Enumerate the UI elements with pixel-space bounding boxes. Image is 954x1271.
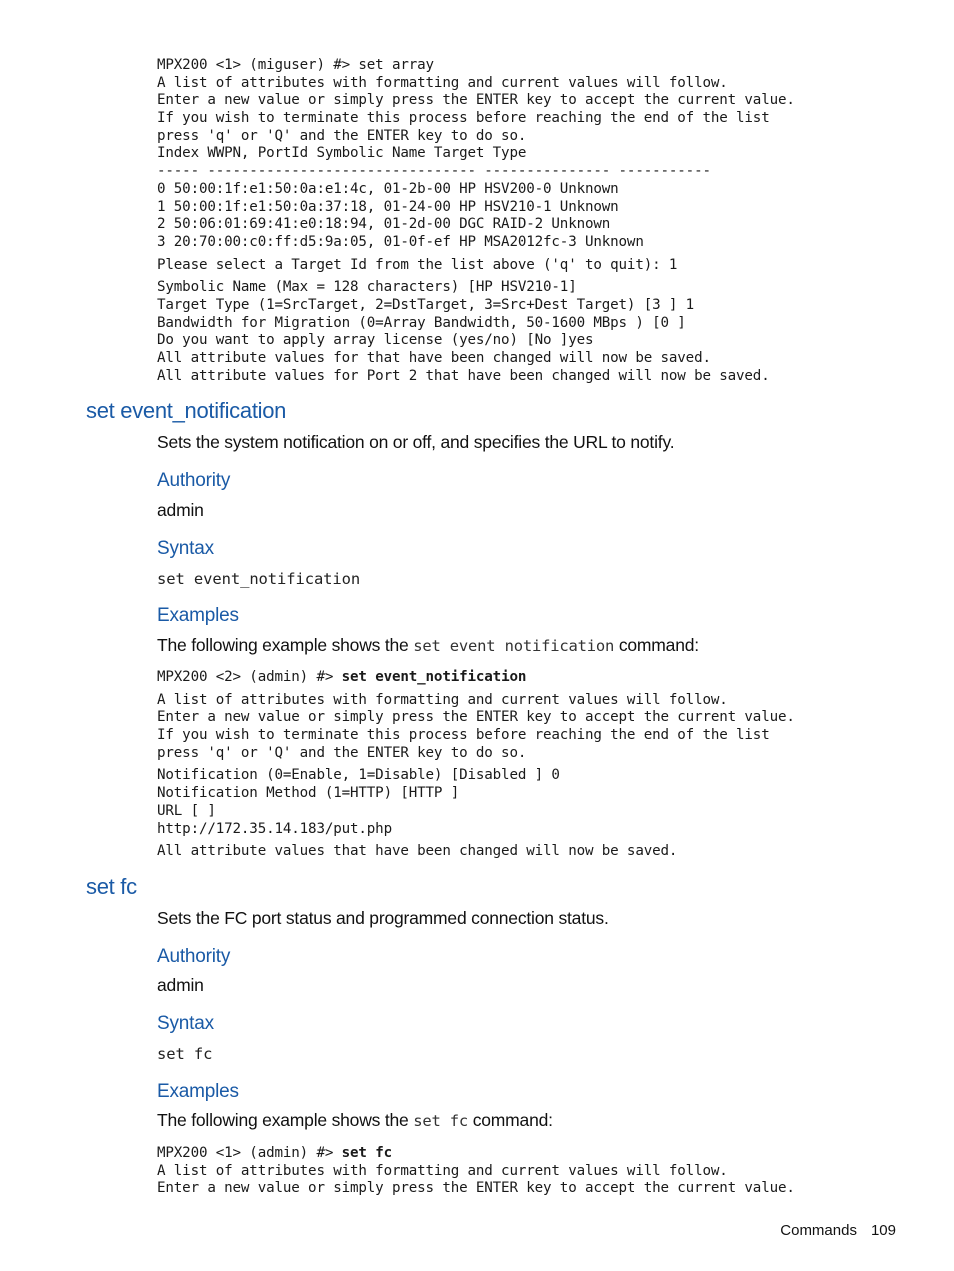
example-intro	[157, 1110, 553, 1131]
code-line: press 'q' or 'Q' and the ENTER key to do so.	[157, 127, 527, 144]
code-line: Bandwidth for Migration (0=Array Bandwidth, 50-1600 MBps ) [0 ]	[157, 314, 686, 331]
example-intro-text: command:	[468, 1110, 553, 1130]
authority-heading: Authority	[157, 470, 231, 491]
syntax-value: set fc	[157, 1045, 213, 1063]
select-prompt: Please select a Target Id from the list above ('q' to quit): 1	[157, 256, 678, 273]
code-line: Notification Method (1=HTTP) [HTTP ]	[157, 785, 460, 802]
page-footer	[780, 1222, 896, 1239]
authority-heading: Authority	[157, 946, 231, 967]
code-line: Enter a new value or simply press the ENTER key to accept the current value.	[157, 709, 795, 726]
event-notification-output	[157, 669, 795, 861]
section-title-event-notification: set event_notification	[86, 398, 287, 423]
code-line: http://172.35.14.183/put.php	[157, 820, 392, 837]
command-prompt	[157, 1145, 795, 1163]
examples-heading: Examples	[157, 605, 239, 626]
prompt-command: set fc	[341, 1145, 392, 1161]
prompt-prefix: MPX200 <2> (admin) #>	[157, 669, 342, 685]
authority-value: admin	[157, 500, 204, 520]
code-line: A list of attributes with formatting and current values will follow.	[157, 74, 728, 91]
inline-code: set event notification	[413, 637, 615, 655]
code-line: All attribute values for that have been changed will now be saved.	[157, 350, 711, 366]
table-row: 0 50:00:1f:e1:50:0a:e1:4c, 01-2b-00 HP HSV200-0 Unknown	[157, 180, 619, 197]
syntax-value: set event_notification	[157, 570, 361, 588]
table-separator: ----- -------------------------------- --------------- -----------	[157, 163, 711, 180]
code-line: All attribute values for Port 2 that have been changed will now be saved.	[157, 367, 770, 384]
set-array-output	[157, 57, 795, 385]
code-line: A list of attributes with formatting and current values will follow.	[157, 1162, 728, 1179]
section-description: Sets the system notification on or off, and specifies the URL to notify.	[157, 432, 675, 452]
code-line: MPX200 <1> (miguser) #> set array	[157, 57, 434, 73]
code-line: Enter a new value or simply press the ENTER key to accept the current value.	[157, 92, 795, 109]
command-prompt	[157, 669, 795, 687]
code-line: press 'q' or 'Q' and the ENTER key to do so.	[157, 744, 527, 761]
prompt-prefix: MPX200 <1> (admin) #>	[157, 1145, 342, 1161]
example-intro-text: The following example shows the	[157, 635, 414, 655]
page-number: 109	[870, 1222, 896, 1239]
code-line: Enter a new value or simply press the ENTER key to accept the current value.	[157, 1180, 795, 1197]
code-line: If you wish to terminate this process before reaching the end of the list	[157, 727, 770, 744]
example-intro-text: command:	[614, 635, 699, 655]
code-line: All attribute values that have been changed will now be saved.	[157, 843, 678, 860]
syntax-heading: Syntax	[157, 1013, 214, 1034]
table-header: Index WWPN, PortId Symbolic Name Target Type	[157, 145, 527, 162]
section-description: Sets the FC port status and programmed connection status.	[157, 908, 609, 928]
code-line: A list of attributes with formatting and current values will follow.	[157, 691, 728, 708]
footer-section: Commands	[780, 1222, 857, 1239]
syntax-heading: Syntax	[157, 538, 214, 559]
example-intro	[157, 635, 699, 656]
authority-value: admin	[157, 975, 204, 995]
examples-heading: Examples	[157, 1081, 239, 1102]
inline-code: set fc	[413, 1112, 469, 1130]
section-title-set-fc: set fc	[86, 874, 137, 899]
prompt-command: set event_notification	[341, 669, 527, 685]
code-line: Target Type (1=SrcTarget, 2=DstTarget, 3=Src+Dest Target) [3 ] 1	[157, 296, 695, 313]
table-row: 1 50:00:1f:e1:50:0a:37:18, 01-24-00 HP HSV210-1 Unknown	[157, 198, 619, 215]
code-line: If you wish to terminate this process before reaching the end of the list	[157, 110, 770, 127]
table-row: 3 20:70:00:c0:ff:d5:9a:05, 01-0f-ef HP MSA2012fc-3 Unknown	[157, 233, 644, 250]
example-intro-text: The following example shows the	[157, 1110, 414, 1130]
code-line: URL [ ]	[157, 802, 216, 819]
code-line: Do you want to apply array license (yes/no) [No ]yes	[157, 332, 594, 349]
code-line: Notification (0=Enable, 1=Disable) [Disabled ] 0	[157, 767, 560, 784]
table-row: 2 50:06:01:69:41:e0:18:94, 01-2d-00 DGC RAID-2 Unknown	[157, 216, 611, 233]
set-fc-output	[157, 1145, 795, 1198]
code-line: Symbolic Name (Max = 128 characters) [HP HSV210-1]	[157, 279, 577, 296]
